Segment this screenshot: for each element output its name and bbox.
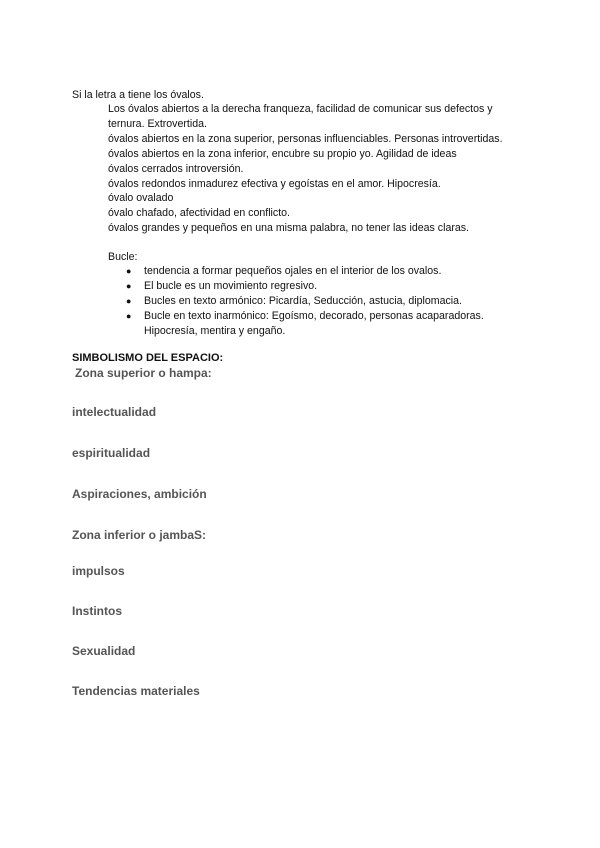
upper-zone-heading: Zona superior o hampa: <box>75 366 212 380</box>
lower-zone-item: Sexualidad <box>72 644 136 658</box>
list-item-text: Bucle en texto inarmónico: Egoísmo, decorado, personas acaparadoras. Hipocresía, mentira y engaño. <box>144 310 484 337</box>
lower-zone-item: Tendencias materiales <box>72 684 200 698</box>
upper-zone-item: espiritualidad <box>72 446 151 460</box>
list-item <box>108 294 528 309</box>
oval-line: óvalos abiertos en la zona inferior, encubre su propio yo. Agilidad de ideas <box>108 147 457 160</box>
upper-zone-item: Aspiraciones, ambición <box>72 487 207 501</box>
bucle-list <box>108 264 528 339</box>
list-item <box>108 309 528 339</box>
bucle-heading: Bucle: <box>108 251 138 263</box>
upper-zone-item: intelectualidad <box>72 405 157 419</box>
oval-line: óvalos cerrados introversión. <box>108 162 244 175</box>
intro-line: Si la letra a tiene los óvalos. <box>72 89 204 101</box>
lower-zone-item: Instintos <box>72 604 122 618</box>
bullet-icon: ● <box>126 311 132 321</box>
list-item <box>108 279 528 294</box>
oval-line: óvalo chafado, afectividad en conflicto. <box>108 207 290 220</box>
list-item-text: Bucles en texto armónico: Picardía, Seducción, astucia, diplomacia. <box>144 295 462 307</box>
lower-zone-heading: Zona inferior o jambaS: <box>72 528 207 542</box>
oval-line: óvalos redondos inmadurez efectiva y egoístas en el amor. Hipocresía. <box>108 177 441 190</box>
bullet-icon: ● <box>126 281 132 291</box>
list-item-text: El bucle es un movimiento regresivo. <box>144 280 318 292</box>
oval-line: óvalos abiertos en la zona superior, personas influenciables. Personas introvertidas. <box>108 132 503 145</box>
oval-line: Los óvalos abiertos a la derecha franqueza, facilidad de comunicar sus defectos y ternura. Extrovertida. <box>108 103 493 130</box>
oval-line: óvalo ovalado <box>108 192 174 205</box>
oval-descriptions <box>108 102 528 236</box>
list-item-text: tendencia a formar pequeños ojales en el interior de los ovalos. <box>144 265 442 277</box>
bullet-icon: ● <box>126 296 132 306</box>
lower-zone-item: impulsos <box>72 564 125 578</box>
section-title: SIMBOLISMO DEL ESPACIO: <box>72 352 224 364</box>
bullet-icon: ● <box>126 266 132 276</box>
list-item <box>108 264 528 279</box>
oval-line: óvalos grandes y pequeños en una misma palabra, no tener las ideas claras. <box>108 222 469 235</box>
